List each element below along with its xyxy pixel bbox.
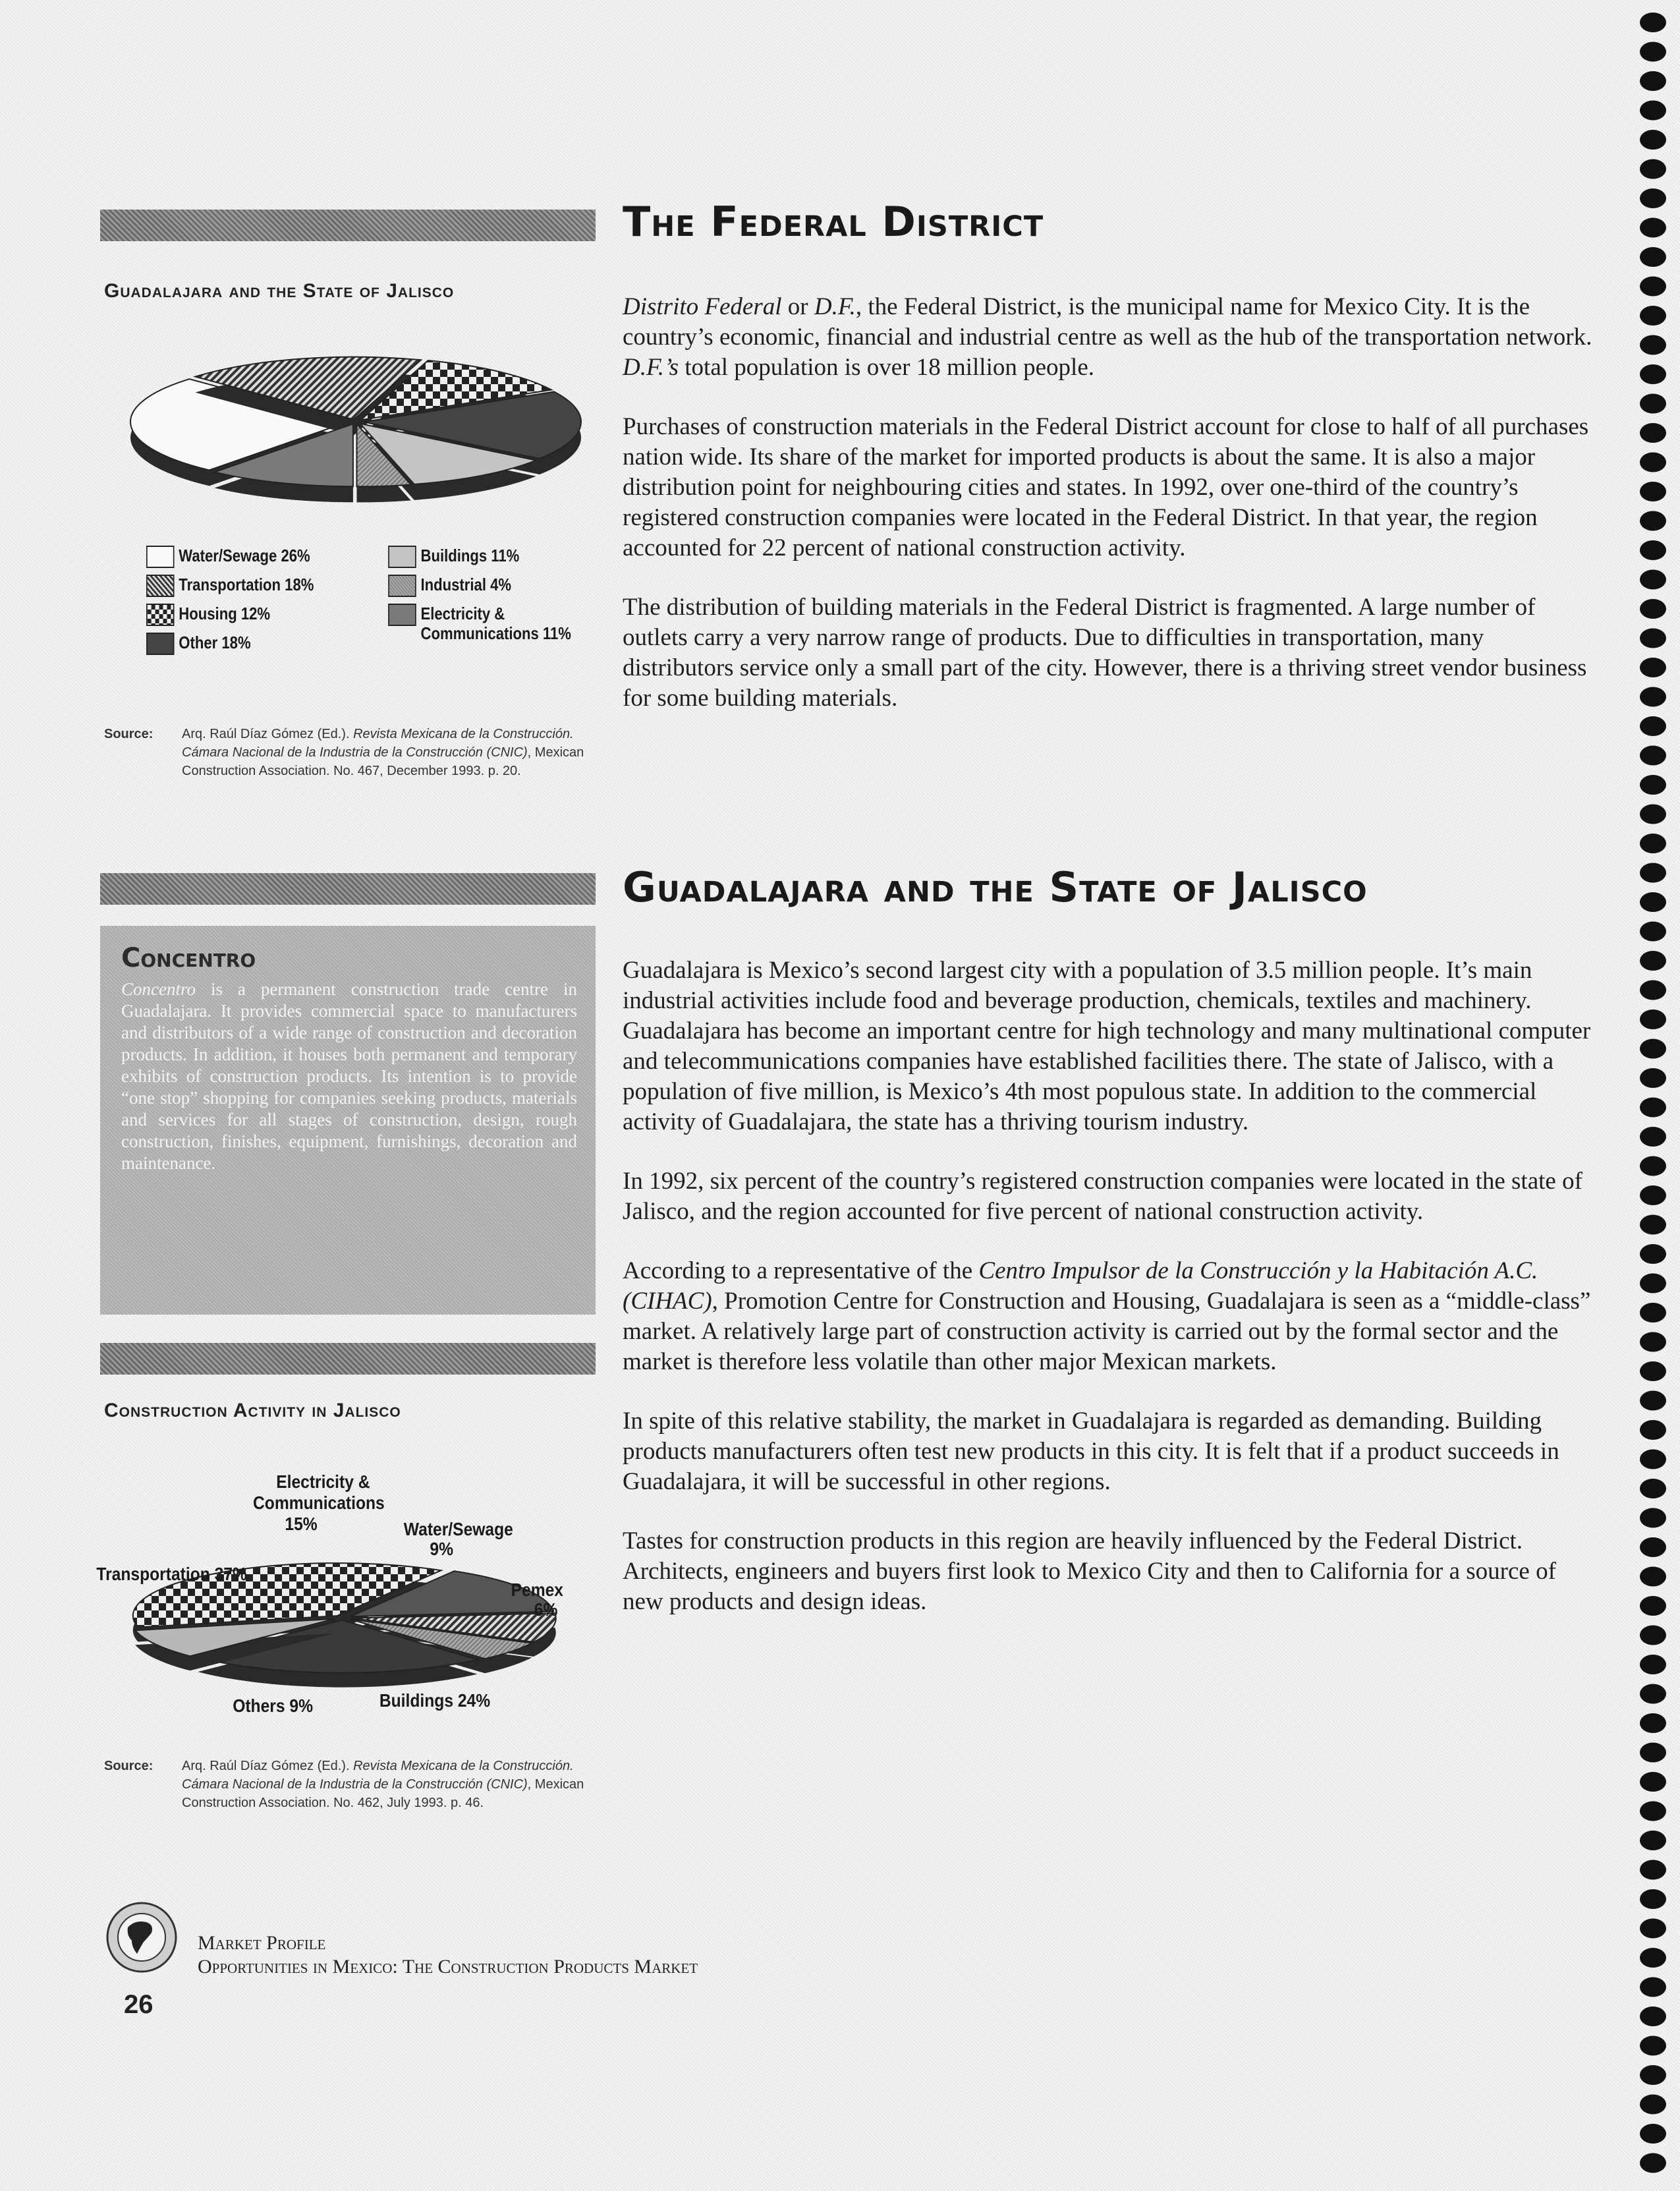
text-run: is a permanent construction trade centre in Guadalajara. It provides commercial space to manufacturers and distributors of a wide range of construction and decoration products. In addition, it houses both permanent and temporary exhibits of construction products. Its intention is to provide “one stop” shopping for companies seeking products, materials and services for all stages of construction, design, rough construction, finishes, equipment, furnishings, decoration and maintenance.: [121, 979, 577, 1173]
source-label: Source:: [104, 1759, 154, 1773]
legend-swatch: [146, 575, 175, 597]
italic-run: Concentro: [121, 979, 196, 999]
binding-hole: [1640, 101, 1666, 121]
legend-label: [421, 604, 571, 643]
label-pemex-2: 6%: [534, 1599, 558, 1620]
federal-body: [623, 292, 1594, 743]
binding-hole: [1640, 1948, 1666, 1968]
legend-label: Other 18%: [179, 633, 251, 652]
binding-hole: [1640, 1361, 1666, 1381]
binding-hole: [1640, 1802, 1666, 1821]
text-run: , the Federal District, is the municipal name for Mexico City. It is the country’s economic, financial and industrial centre as well as the hub of the transportation network.: [623, 293, 1592, 351]
legend-label: Housing 12%: [179, 604, 271, 623]
footer-line-2: Opportunities in Mexico: The Construction Products Market: [198, 1956, 698, 1978]
page-number: 26: [124, 1990, 154, 2019]
binding-hole: [1640, 511, 1666, 531]
binding-hole: [1640, 1743, 1666, 1763]
text-run: , Promotion Centre for Construction and Housing, Guadalajara is seen as a “middle-class” market. A relatively large part of construction activity is carried out by the formal sector and the market is therefore less volatile than other major Mexican markets.: [623, 1288, 1591, 1375]
binding-hole: [1640, 1978, 1666, 1997]
legend-label: Water/Sewage 26%: [179, 546, 310, 565]
binding-hole: [1640, 1420, 1666, 1440]
legend-swatch: [388, 575, 416, 597]
text-run: total population is over 18 million people.: [679, 354, 1094, 381]
legend-label-line2: Communications 11%: [420, 623, 571, 643]
binding-hole: [1640, 247, 1666, 267]
legend-item-electricity: [388, 604, 571, 643]
label-electricity-3: 15%: [285, 1513, 318, 1535]
chart2-source: [104, 1757, 605, 1842]
guadalajara-paragraph-1: Guadalajara is Mexico’s second largest city with a population of 3.5 million people. It’s main industrial activities include food and beverage production, chemicals, textiles and machinery. Guadalajara has become an important centre for high technology and many multinational computer and telecommunications companies have established facilities there. The state of Jalisco, with a population of five million, is Mexico’s 4th most populous state. In addition to the commercial activity of Guadalajara, the state has a thriving tourism industry.: [623, 957, 1591, 1135]
binding-hole: [1640, 42, 1666, 62]
binding-hole: [1640, 1626, 1666, 1645]
chart1-legend: [146, 546, 594, 684]
guadalajara-body: [623, 955, 1594, 1646]
binding-hole: [1640, 277, 1666, 297]
chart2-title: Construction Activity in Jalisco: [104, 1400, 401, 1421]
italic-run: Centro Impulsor de la Construcción y la Habitación A.C. (CIHAC): [623, 1257, 1538, 1315]
binding-hole: [1640, 1713, 1666, 1733]
binding-hole: [1640, 981, 1666, 1000]
label-electricity-1: Electricity &: [276, 1471, 370, 1493]
binding-hole: [1640, 2095, 1666, 2115]
section-title-guadalajara: Guadalajara and the State of Jalisco: [623, 863, 1368, 911]
binding-hole: [1640, 71, 1666, 91]
label-others: Others 9%: [233, 1695, 314, 1717]
text-run: , Mexican Construction Association. No. 462, July 1993. p. 46.: [182, 1777, 584, 1810]
legend-item-buildings: [388, 546, 519, 568]
binding-hole: [1640, 687, 1666, 707]
binding-hole: [1640, 130, 1666, 150]
spiral-binding: [1631, 0, 1677, 2191]
binding-hole: [1640, 13, 1666, 32]
binding-hole: [1640, 394, 1666, 414]
source-label: Source:: [104, 727, 154, 741]
chart2-pie: [79, 1437, 606, 1726]
binding-hole: [1640, 2153, 1666, 2173]
binding-hole: [1640, 2124, 1666, 2144]
label-pemex-1: Pemex: [511, 1579, 564, 1601]
binding-hole: [1640, 1332, 1666, 1352]
binding-hole: [1640, 1655, 1666, 1674]
binding-hole: [1640, 1039, 1666, 1059]
guadalajara-paragraph-5: Tastes for construction products in this region are heavily influenced by the Federal District. Architects, engineers and buyers first look to Mexico City and then to California for a source of new products and design ideas.: [623, 1527, 1556, 1615]
binding-hole: [1640, 1156, 1666, 1176]
legend-item-other: [146, 633, 251, 655]
binding-hole: [1640, 1098, 1666, 1118]
binding-hole: [1640, 159, 1666, 179]
label-water-1: Water/Sewage: [403, 1518, 513, 1540]
concentro-sidebar: [100, 926, 596, 1315]
binding-hole: [1640, 1010, 1666, 1029]
guadalajara-paragraph-3: [623, 1256, 1594, 1377]
concentro-text: [121, 979, 577, 1174]
binding-hole: [1640, 658, 1666, 677]
binding-hole: [1640, 1860, 1666, 1880]
section-bar: [100, 1343, 596, 1375]
legend-label-line1: Electricity &: [420, 604, 505, 623]
italic-run: D.F.’s: [623, 354, 679, 381]
legend-swatch: [388, 546, 416, 568]
binding-hole: [1640, 1450, 1666, 1469]
source-text: [182, 1757, 603, 1812]
binding-hole: [1640, 1772, 1666, 1792]
binding-hole: [1640, 2036, 1666, 2056]
binding-hole: [1640, 2065, 1666, 2085]
binding-hole: [1640, 1391, 1666, 1411]
binding-hole: [1640, 599, 1666, 619]
binding-hole: [1640, 834, 1666, 853]
italic-run: Revista Mexicana de la Construcción. Cámara Nacional de la Industria de la Construcción (CNIC): [182, 1759, 574, 1792]
binding-hole: [1640, 863, 1666, 883]
binding-hole: [1640, 453, 1666, 472]
binding-hole: [1640, 1068, 1666, 1088]
legend-swatch: [146, 633, 175, 655]
source-text: [182, 725, 603, 780]
binding-hole: [1640, 1508, 1666, 1528]
binding-hole: [1640, 306, 1666, 326]
concentro-title: Concentro: [121, 943, 256, 973]
federal-paragraph-1: [623, 292, 1594, 383]
text-run: According to a representative of the: [623, 1257, 979, 1284]
binding-hole: [1640, 922, 1666, 942]
binding-hole: [1640, 1303, 1666, 1323]
federal-paragraph-3: The distribution of building materials in the Federal District is fragmented. A large number of outlets carry a very narrow range of products. Due to difficulties in transportation, many distributors service only a small part of the city. However, there is a thriving street vendor business for some building materials.: [623, 594, 1587, 712]
chart1-title: Guadalajara and the State of Jalisco: [104, 280, 455, 302]
chart1-source: [104, 725, 605, 811]
label-transportation: Transportation 37%: [96, 1563, 247, 1585]
binding-hole: [1640, 1889, 1666, 1909]
binding-hole: [1640, 1831, 1666, 1850]
italic-run: Revista Mexicana de la Construcción. Cámara Nacional de la Industria de la Construcción (CNIC): [182, 727, 574, 760]
legend-swatch: [388, 604, 416, 626]
binding-hole: [1640, 1567, 1666, 1587]
binding-hole: [1640, 1244, 1666, 1264]
label-buildings: Buildings 24%: [379, 1690, 491, 1711]
binding-hole: [1640, 335, 1666, 355]
text-run: , Mexican Construction Association. No. 467, December 1993. p. 20.: [182, 745, 584, 778]
binding-hole: [1640, 1215, 1666, 1235]
section-bar: [100, 210, 596, 241]
binding-hole: [1640, 775, 1666, 795]
label-electricity-2: Communications: [253, 1492, 385, 1514]
binding-hole: [1640, 716, 1666, 736]
binding-hole: [1640, 951, 1666, 971]
legend-label: Buildings 11%: [420, 546, 520, 565]
binding-hole: [1640, 188, 1666, 208]
binding-hole: [1640, 364, 1666, 384]
legend-item-transportation: [146, 575, 314, 597]
legend-item-industrial: [388, 575, 511, 597]
binding-hole: [1640, 1274, 1666, 1294]
binding-hole: [1640, 1127, 1666, 1147]
binding-hole: [1640, 423, 1666, 443]
legend-label: Industrial 4%: [420, 575, 512, 594]
binding-hole: [1640, 1479, 1666, 1498]
italic-run: D.F.: [814, 293, 856, 320]
binding-hole: [1640, 746, 1666, 766]
binding-hole: [1640, 892, 1666, 912]
guadalajara-paragraph-4: In spite of this relative stability, the market in Guadalajara is regarded as demanding. Building products manufacturers often test new products in this city. It is felt that if a product succeeds in Guadalajara, it will be successful in other regions.: [623, 1408, 1559, 1495]
text-run: Arq. Raúl Díaz Gómez (Ed.).: [182, 727, 354, 741]
binding-hole: [1640, 1919, 1666, 1939]
legend-item-housing: [146, 604, 270, 626]
binding-hole: [1640, 218, 1666, 238]
footer-line-1: Market Profile: [198, 1932, 326, 1954]
section-bar: [100, 873, 596, 905]
chart1-pie: [92, 326, 606, 524]
binding-hole: [1640, 2006, 1666, 2026]
text-run: or: [781, 293, 814, 320]
nafta-globe-logo: [105, 1901, 178, 1974]
legend-swatch: [146, 546, 175, 568]
binding-hole: [1640, 629, 1666, 648]
legend-swatch: [146, 604, 175, 626]
binding-hole: [1640, 540, 1666, 560]
binding-hole: [1640, 1684, 1666, 1704]
binding-hole: [1640, 482, 1666, 501]
guadalajara-paragraph-2: In 1992, six percent of the country’s registered construction companies were located in the state of Jalisco, and the region accounted for five percent of national construction activity.: [623, 1168, 1582, 1225]
binding-hole: [1640, 1185, 1666, 1205]
legend-label: Transportation 18%: [179, 575, 314, 594]
italic-run: Distrito Federal: [623, 293, 782, 320]
binding-hole: [1640, 1596, 1666, 1616]
federal-paragraph-2: Purchases of construction materials in the Federal District account for close to half of all purchases nation wide. Its share of the market for imported products is about the same. It is also a major distribution point for neighbouring cities and states. In 1992, over one-third of the country’s registered construction companies were located in the Federal District. In that year, the region accounted for 22 percent of national construction activity.: [623, 413, 1589, 561]
legend-item-water: [146, 546, 310, 568]
section-title-federal: The Federal District: [623, 198, 1044, 246]
binding-hole: [1640, 570, 1666, 590]
binding-hole: [1640, 805, 1666, 824]
text-run: Arq. Raúl Díaz Gómez (Ed.).: [182, 1759, 354, 1773]
binding-hole: [1640, 1537, 1666, 1557]
label-water-2: 9%: [430, 1538, 454, 1560]
